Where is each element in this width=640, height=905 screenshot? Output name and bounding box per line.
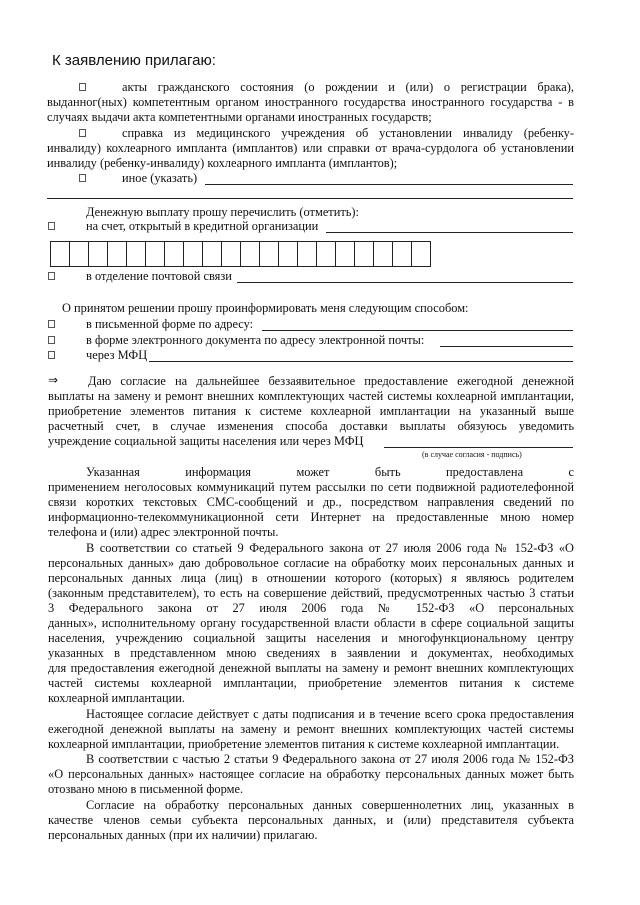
pd-line-5: 3 Федерального закона от 27 июля 2006 года № 152-ФЗ «О персональных <box>48 601 574 615</box>
pd-line-8: указанных в представленном мною сведениях в заявлении и документах, необходимых <box>48 646 574 660</box>
pd-line-2: персональных данных» даю добровольное согласие на обработку моих персональных данных и <box>48 556 574 570</box>
email-label: в форме электронного документа по адресу электронной почты: <box>86 333 425 347</box>
info-word: с <box>568 465 574 479</box>
certificate-line-2: инвалиду) кохлеарного импланта (имплантов) или справки от врача-сурдолога об установлении <box>47 141 574 155</box>
paper-label: в письменной форме по адресу: <box>86 317 254 331</box>
email-address-line[interactable] <box>440 346 573 347</box>
certificate-checkbox[interactable] <box>79 129 86 137</box>
pd-line-7: населения, учреждению социальной защиты населения и многофункциональному центру <box>48 631 574 645</box>
info-line-4: информационно-телекоммуникационной сети Интернет на предоставленные мною номер <box>48 510 574 524</box>
info-line-1 <box>86 465 574 480</box>
email-checkbox[interactable] <box>48 336 55 344</box>
info-word: может <box>296 465 330 479</box>
pd-line-11: кохлеарной имплантации. <box>48 691 186 705</box>
account-digit-cell[interactable] <box>354 241 374 267</box>
account-digit-cell[interactable] <box>259 241 279 267</box>
account-digit-cell[interactable] <box>69 241 89 267</box>
validity-line-3: кохлеарной имплантации, приобретение элементов питания к системе кохлеарной имплантации. <box>48 737 560 751</box>
adults-line-3: персональных данных (при их наличии) прилагаю. <box>48 828 318 842</box>
revocation-line-1: В соответствии с частью 2 статьи 9 Федерального закона от 27 июля 2006 года № 152-ФЗ <box>86 752 574 766</box>
certificate-line-3: инвалиду (ребенку-инвалиду) кохлеарного импланта (имплантов); <box>47 156 398 170</box>
account-digit-cell[interactable] <box>240 241 260 267</box>
acts-line-3: случаях выдачи акта компетентными органами иностранных государств; <box>47 110 432 124</box>
consent-line-2: выплаты на замену и ремонт внешних комплектующих частей системы кохлеарной имплантации, <box>48 389 574 403</box>
account-digit-cell[interactable] <box>126 241 146 267</box>
consent-signature-line[interactable] <box>384 447 573 448</box>
account-digit-cell[interactable] <box>145 241 165 267</box>
bank-label: на счет, открытый в кредитной организации <box>86 219 319 233</box>
info-word: информация <box>185 465 252 479</box>
consent-line-1: Даю согласие на дальнейшее беззаявительное предоставление ежегодной денежной <box>88 374 574 388</box>
notification-heading: О принятом решении прошу проинформировать меня следующим способом: <box>62 301 469 315</box>
info-line-3: связи коротких текстовых СМС-сообщений и др., посредством направления сведений по <box>48 495 574 509</box>
bank-name-line[interactable] <box>326 232 573 233</box>
consent-line-3: приобретение элементов питания к системе кохлеарной имплантации на указанный выше <box>48 404 574 418</box>
account-digit-cell[interactable] <box>202 241 222 267</box>
account-digit-cell[interactable] <box>88 241 108 267</box>
payment-heading: Денежную выплату прошу перечислить (отметить): <box>86 205 359 219</box>
pd-line-3: персональных данных лица (лиц) в отношении которого (которых) я являюсь родителем <box>48 571 574 585</box>
post-label: в отделение почтовой связи <box>86 269 232 283</box>
account-digit-cell[interactable] <box>50 241 70 267</box>
validity-line-1: Настоящее согласие действует с даты подписания и в течение всего срока предоставления <box>86 707 574 721</box>
post-checkbox[interactable] <box>48 272 55 280</box>
other-checkbox[interactable] <box>79 174 86 182</box>
bank-checkbox[interactable] <box>48 222 55 230</box>
info-word: предоставлена <box>446 465 524 479</box>
post-office-line[interactable] <box>237 282 573 283</box>
account-digit-cell[interactable] <box>183 241 203 267</box>
pd-line-6: данных», исполнительному органу государственной власти области в сфере социальной защиты <box>48 616 574 630</box>
account-digit-cell[interactable] <box>107 241 127 267</box>
other-label: иное (указать) <box>122 171 198 185</box>
paper-checkbox[interactable] <box>48 320 55 328</box>
account-digit-cell[interactable] <box>316 241 336 267</box>
account-digit-cell[interactable] <box>373 241 393 267</box>
account-digit-cell[interactable] <box>278 241 298 267</box>
info-word: Указанная <box>86 465 140 479</box>
account-digit-cell[interactable] <box>411 241 431 267</box>
acts-checkbox[interactable] <box>79 83 86 91</box>
adults-line-2: качестве членов семьи субъекта персональных данных, и (или) представителя субъекта <box>48 813 574 827</box>
paper-address-line[interactable] <box>262 330 573 331</box>
consent-line-5: учреждение социальной защиты населения или через МФЦ <box>48 434 364 448</box>
revocation-line-2: «О персональных данных» настоящее согласие на обработку персональных данных может быть <box>48 767 574 781</box>
acts-line-1: акты гражданского состояния (о рождении и (или) о регистрации брака), <box>122 80 574 94</box>
other-input-line-2[interactable] <box>47 198 573 199</box>
revocation-line-3: отозвано мною в письменной форме. <box>48 782 244 796</box>
adults-line-1: Согласие на обработку персональных данных совершеннолетних лиц, указанных в <box>86 798 574 812</box>
arrow-icon: ⇒ <box>48 373 59 387</box>
signature-caption: (в случае согласия - подпись) <box>422 450 522 459</box>
mfc-line[interactable] <box>149 361 573 362</box>
validity-line-2: ежегодной денежной выплаты на замену и ремонт внешних комплектующих частей системы <box>48 722 574 736</box>
attachments-heading: К заявлению прилагаю: <box>52 52 216 69</box>
info-line-5: телефона и (или) адрес электронной почты. <box>48 525 279 539</box>
certificate-line-1: справка из медицинского учреждения об установлении инвалиду (ребенку- <box>122 126 574 140</box>
account-digit-cell[interactable] <box>221 241 241 267</box>
account-digit-cell[interactable] <box>335 241 355 267</box>
mfc-checkbox[interactable] <box>48 351 55 359</box>
pd-line-1: В соответствии со статьей 9 Федерального закона от 27 июля 2006 года № 152-ФЗ «О <box>86 541 574 555</box>
mfc-label: через МФЦ <box>86 348 148 362</box>
account-digit-cell[interactable] <box>392 241 412 267</box>
info-word: быть <box>374 465 401 479</box>
account-digit-cell[interactable] <box>164 241 184 267</box>
info-line-2: применением неголосовых коммуникаций путем рассылки по сети подвижной радиотелефонной <box>48 480 574 494</box>
acts-line-2: выданног(ных) компетентным органом иностранного государства иностранного государства - в <box>47 95 574 109</box>
pd-line-10: частей системы кохлеарной имплантации, приобретение элементов питания к системе <box>48 676 574 690</box>
pd-line-9: для предоставления ежегодной денежной выплаты на замену и ремонт внешних комплектующих <box>48 661 574 675</box>
other-input-line[interactable] <box>205 184 573 185</box>
account-digit-cell[interactable] <box>297 241 317 267</box>
pd-line-4: (законным представителем), то есть на совершение действий, предусмотренных частью 3 статьи <box>48 586 574 600</box>
account-number-cells[interactable] <box>50 241 430 267</box>
consent-line-4: расчетный счет, в случае изменения способа доставки выплаты обязуюсь уведомить <box>48 419 574 433</box>
